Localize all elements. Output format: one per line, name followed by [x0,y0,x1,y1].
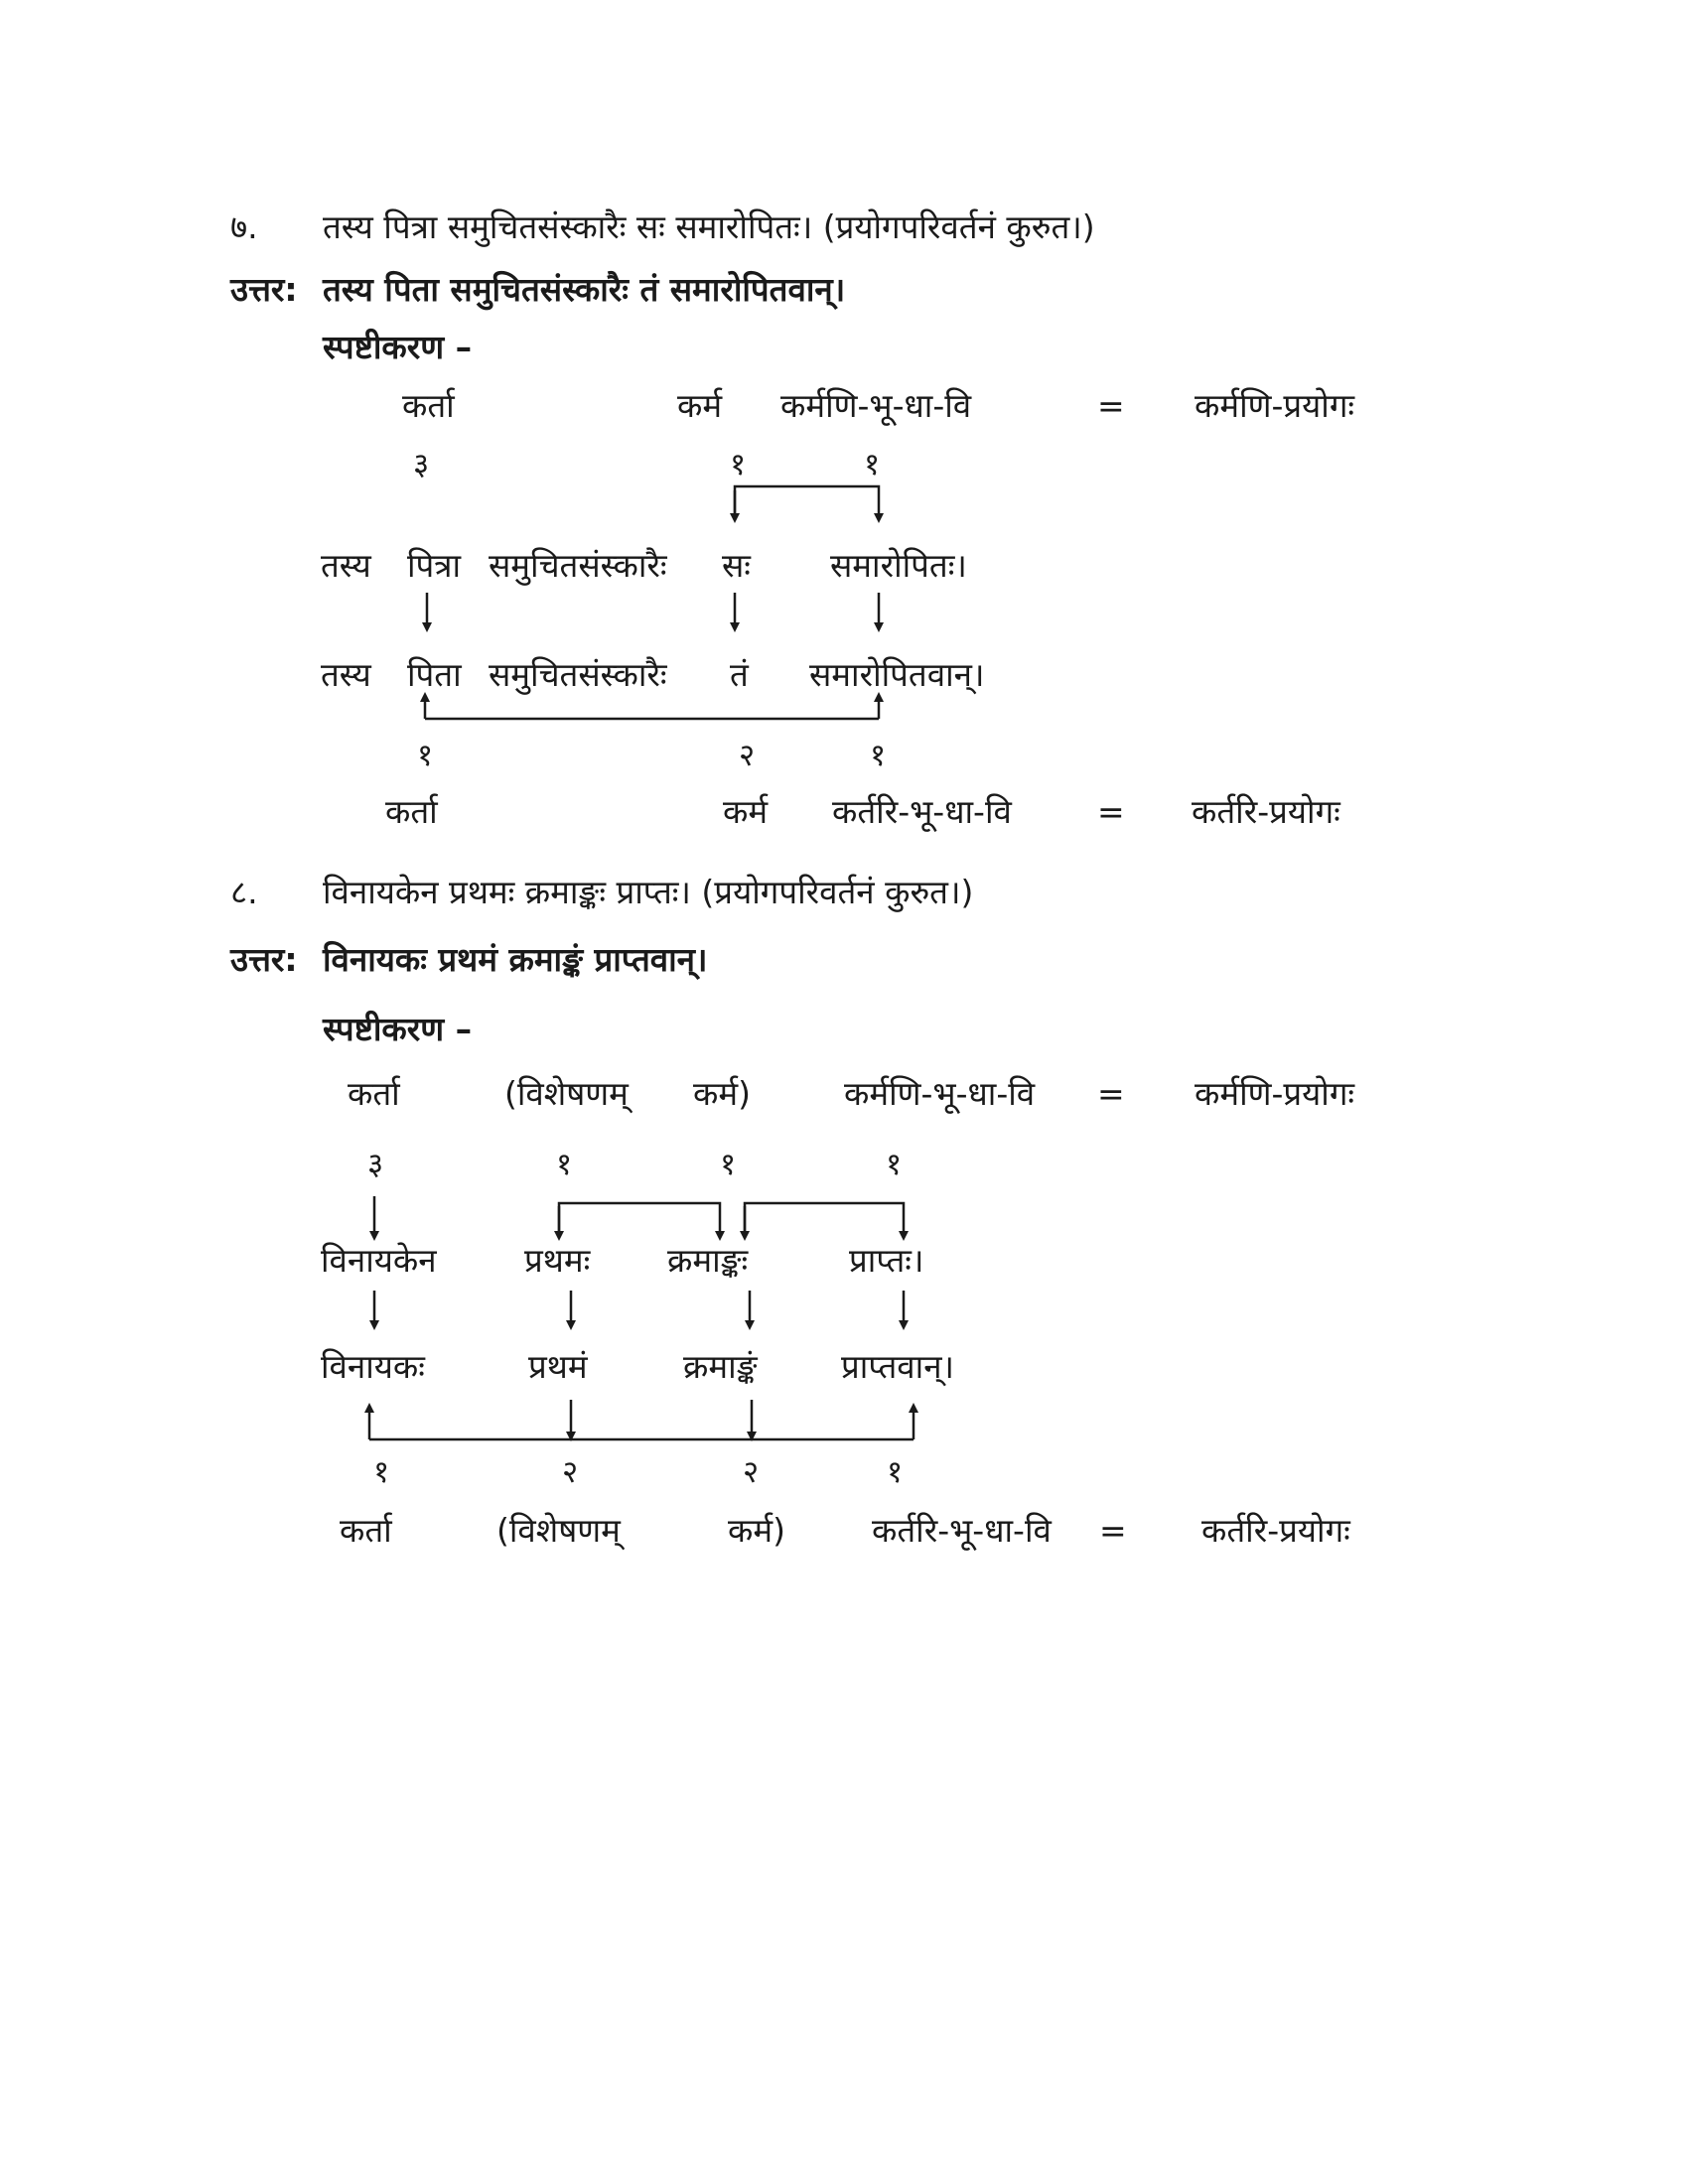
q7-bottom-karma: कर्म [723,792,769,831]
q7-top-num-verb: १ [864,447,881,482]
q7-s1-sah: सः [722,546,751,585]
q8-s1-prathamah: प्रथमः [524,1241,591,1280]
explanation-7-label: स्पष्टीकरण – [323,328,473,366]
q8-s2-prathamam: प्रथमं [528,1347,588,1386]
q8-s2-kramankam: क्रमाङ्कं [683,1347,758,1386]
q7-top-num-karta: ३ [413,447,430,482]
question-8-text: विनायकेन प्रथमः क्रमाङ्कः प्राप्तः। (प्रयोगपरिवर्तनं कुरुत।) [323,873,974,911]
q7-top-equals: = [1097,386,1125,425]
q8-bottom-num-karta: १ [373,1454,390,1490]
q8-bottom-verb: कर्तरि-भू-धा-वि [872,1511,1052,1550]
q7-top-bracket [735,486,879,518]
q8-top-num-verb: १ [886,1147,903,1182]
answer-7-label: उत्तर: [230,270,298,309]
q7-bottom-num-karta: १ [417,738,434,773]
q8-top-karta: कर्ता [348,1074,400,1113]
q7-top-num-karma: १ [730,447,747,482]
q7-bottom-prayoga: कर्तरि-प्रयोगः [1192,792,1340,831]
q8-bottom-equals: = [1099,1511,1127,1550]
q8-s1-praptah: प्राप्तः। [849,1241,924,1280]
q7-bottom-verb: कर्तरि-भू-धा-वि [832,792,1012,831]
q8-bottom-num-visheshanam: २ [562,1454,579,1490]
answer-8-label: उत्तर: [230,940,298,979]
question-8-number: ८. [230,873,258,911]
question-7-number: ७. [230,207,258,246]
q8-bottom-karta: कर्ता [340,1511,392,1550]
q8-top-num-karma: १ [720,1147,737,1182]
q8-bottom-num-verb: १ [887,1454,904,1490]
answer-8-text: विनायकः प्रथमं क्रमाङ्कं प्राप्तवान्। [323,940,708,979]
q7-s1-pitra: पित्रा [407,546,462,585]
q8-top-verb: कर्मणि-भू-धा-वि [844,1074,1036,1113]
q7-s1-samaropitah: समारोपितः। [830,546,967,585]
question-7-text: तस्य पित्रा समुचितसंस्कारैः सः समारोपितः। (प्रयोगपरिवर्तनं कुरुत।) [323,207,1095,246]
q8-s1-kramankah: क्रमाङ्कः [667,1241,749,1280]
q7-top-prayoga: कर्मणि-प्रयोगः [1195,386,1355,425]
q8-top-prayoga: कर्मणि-प्रयोगः [1195,1074,1355,1113]
q7-bottom-num-karma: २ [739,738,756,773]
q7-top-karta: कर्ता [402,386,455,425]
q8-bottom-karma: कर्म) [728,1511,785,1550]
q7-top-karma: कर्म [677,386,723,425]
q7-s2-samaropitavan: समारोपितवान्। [809,655,985,694]
q8-top-bracket-1 [559,1203,720,1236]
q7-s2-pita: पिता [407,655,462,694]
explanation-8-label: स्पष्टीकरण – [323,1010,473,1048]
q7-bottom-num-verb: १ [870,738,887,773]
q7-s2-tasya: तस्य [321,655,371,694]
q7-s2-tam: तं [730,655,749,694]
q8-bottom-num-karma: २ [743,1454,760,1490]
q8-s2-praptavan: प्राप्तवान्। [841,1347,955,1386]
q7-bottom-equals: = [1097,792,1125,831]
q7-s1-samucita: समुचितसंस्कारैः [489,546,667,585]
q8-top-karma: कर्म) [693,1074,751,1113]
q8-top-num-visheshanam: १ [556,1147,573,1182]
q7-s2-samucita: समुचितसंस्कारैः [489,655,667,694]
q8-top-equals: = [1097,1074,1125,1113]
q8-top-num-karta: ३ [367,1147,384,1182]
q7-bottom-karta: कर्ता [385,792,438,831]
answer-7-text: तस्य पिता समुचितसंस्कारैः तं समारोपितवान्। [323,270,846,309]
q8-s1-vinayakena: विनायकेन [321,1241,437,1280]
q8-bottom-prayoga: कर्तरि-प्रयोगः [1201,1511,1350,1550]
q8-bottom-visheshanam: (विशेषणम् [496,1511,621,1550]
q8-s2-vinayakah: विनायकः [321,1347,425,1386]
q8-top-visheshanam: (विशेषणम् [504,1074,629,1113]
q7-s1-tasya: तस्य [321,546,371,585]
q7-top-verb: कर्मणि-भू-धा-वि [780,386,972,425]
q8-top-bracket-2 [745,1203,904,1236]
